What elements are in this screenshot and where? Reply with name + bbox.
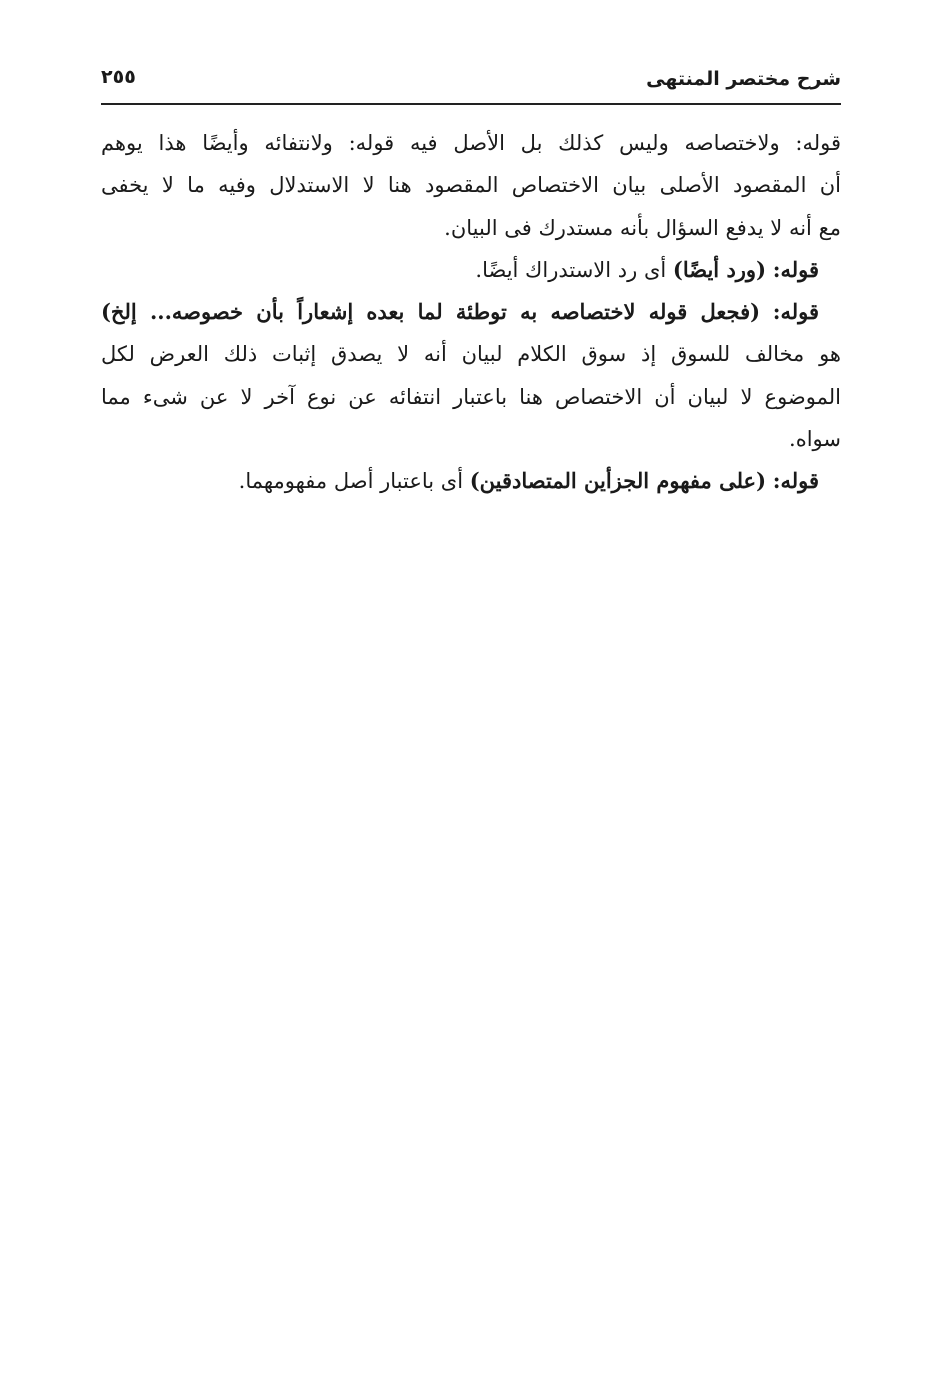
lemma-line [101, 291, 841, 333]
gloss-text: أى رد الاستدراك أيضًا. [475, 257, 667, 282]
text-line: هو مخالف للسوق إذ سوق الكلام لبيان أنه لا يصدق إثبات ذلك العرض لكل [101, 342, 841, 367]
paragraph-3 [101, 291, 841, 460]
paragraph-4 [101, 460, 841, 502]
page-number: ٢٥٥ [101, 66, 136, 88]
paragraph-1 [101, 122, 841, 249]
text-line: سواه. [789, 427, 841, 452]
page-header [101, 62, 841, 98]
lemma-keyword: قوله: [772, 468, 819, 494]
text-line: أن المقصود الأصلى بيان الاختصاص المقصود هنا لا الاستدلال وفيه ما لا يخفى [101, 173, 841, 198]
lemma-quote: (على مفهوم الجزأين المتصادقين) [469, 468, 767, 494]
text-line: مع أنه لا يدفع السؤال بأنه مستدرك فى البيان. [444, 215, 841, 240]
paragraph-2 [101, 249, 841, 291]
text-line: الموضوع لا لبيان أن الاختصاص هنا باعتبار انتفائه عن نوع آخر لا عن شىء مما [101, 384, 841, 409]
header-divider [101, 103, 841, 105]
lemma-keyword: قوله: [772, 256, 819, 282]
lemma-quote: (فجعل قوله لاختصاصه به توطئة لما بعده إشعاراً بأن خصوصه... إلخ) [101, 299, 761, 325]
lemma-keyword: قوله: [772, 299, 819, 325]
lemma-quote: (ورد أيضًا) [672, 256, 767, 282]
running-title: شرح مختصر المنتهى [646, 68, 841, 90]
text-line: قوله: ولاختصاصه وليس كذلك بل الأصل فيه قوله: ولانتفائه وأيضًا هذا يوهم [101, 131, 841, 155]
commentary-text [101, 122, 841, 503]
gloss-text: أى باعتبار أصل مفهومهما. [238, 469, 464, 494]
